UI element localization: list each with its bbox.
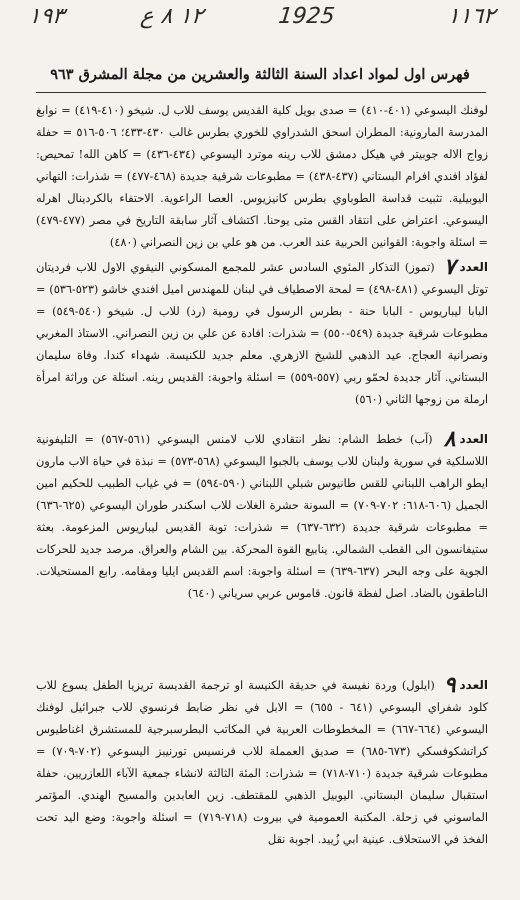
issue-badge	[444, 256, 488, 279]
handwritten-number-left: ١٩٣	[27, 4, 66, 29]
issue-section-8	[36, 428, 488, 605]
handwritten-number-right: ١١٦٢	[445, 4, 496, 29]
section-text: (ايلول) وردة نفيسة في حديقة الكنيسة او ترجمة القديسة تريزيا الطفل يسوع للاب كلود شفراي اليسوعي (٦٤١ - ٦٥٥) = الابل في نظر ضابط فرنسوي للاب جبرائيل لوفنك اليسوعي (٦٦٤-٦٦٧) = المخطوطات العربية في المكاتب البطرسبرجية للمستشرق اغناطيوس كراتشكوفسكي (٦٧٣-٦٨٥) = صديق العمملة للاب فرنسيس تورنيبز اليسوعي (٧٠٢-٧٠٩) = مطبوعات شرقية جديدة (٧١٠-٧١٨) = شذرات: المئة الثالثة لانشاء جمعية الآباء اللعازريين. حفلة استقبال سليمان البستاني. اليوبيل الذهبي للمقتطف. زين العابدين والمسيح الهندي. المؤتمر الماسوني في زحلة. المكتبة العمومية في بيروت (٧١٨-٧١٩) = اسئلة واجوبة: وضع اليد تحت الفخذ في الاستحلاف. عينية ابي زُييد. اجوبة نقل	[36, 679, 489, 846]
issue-number: ٨	[443, 427, 456, 452]
page-title: فهرس اول لمواد اعداد السنة الثالثة والعشرين من مجلة المشرق ٩٦٣	[50, 66, 470, 83]
issue-number: ٩	[443, 673, 456, 698]
issue-word: العدد	[459, 260, 488, 274]
issue-section-intro	[36, 100, 488, 254]
issue-section-7	[36, 256, 488, 411]
section-text: (آب) خطط الشام: نظر انتقادي للاب لامنس اليسوعي (٥٦١-٥٦٧) = التليفونية اللاسلكية في سورية ولبنان للاب يوسف بالجبوا اليسوعي (٥٦٨-٥٧٣) = نبذة في حياة الاب مارون ايطو الراهب اللبناني للقس طانيوس شبلي اللبناني (٥٩٠-٥٩٤) = في غياب الطبيب للحكيم امين الجميل (٦٠٦-٦١٨: ٧٠٢-٧٠٩) = السونة حشرة الغلات للاب اسكندر طوران اليسوعي (٦٢٥-٦٣٦) = مطبوعات شرقية جديدة (٦٣٢-٦٣٧) = شذرات: توبة القديس ليباريوس المزعومة. بعثة ستيفانسون الى القطب الشمالي. ينابيع القوة المحركة. بين الشام والعراق. مرصد جديد للحركات الجوية على وجه البحر (٦٣٧-٦٣٩) = اسئلة واجوبة: اسم القديس ايليا ومقامه. رابع المستحيلات. الناطقون بالضاد. اصل لفظة قانون. قاموس عربي سرياني (٦٤٠)	[36, 433, 489, 600]
issue-badge	[444, 674, 488, 697]
issue-badge	[444, 428, 488, 451]
issue-number: ٧	[443, 255, 456, 280]
issue-section-9	[36, 674, 488, 851]
issue-word: العدد	[459, 432, 489, 446]
handwritten-year: 1925	[277, 4, 336, 29]
handwritten-date: ١٢ ٨ ع	[139, 4, 205, 29]
section-text: (تموز) التذكار المئوي السادس عشر للمجمع المسكوني النيقوي الاول للاب فرديتان توتل اليسوعي (٤٨١-٤٩٨) = لمحة الاصطياف في لبنان للمهندس اميل افندي خاشو (٥٢٣-٥٣٦) = البابا ليباريوس - البابا حنة - بطرس الرسول في رومية (رد) للاب ل. شيخو (٥٤٠-٥٤٩) = مطبوعات شرقية جديدة (٥٤٩-٥٥٠) = شذرات: افادة عن علي بن زين النصراني. الاستاذ المغربي ونصرانية العجاج. عيد الذهبي للشيخ الازهري. معلم جديد للكنيسة. شهداء كندا. وفاة سليمان البستاني. آثار جديدة لحمّو ربي (٥٥٧-٥٥٩) = اسئلة واجوبة: القديس رينه. اسئلة عن وراثة امرأة ارملة من زوجها الثاني (٥٦٠)	[36, 261, 489, 406]
title-rule	[36, 92, 486, 93]
issue-word: العدد	[459, 678, 488, 692]
section-text: لوفنك اليسوعي (٤٠١-٤١٠) = صدى بويل كلية القديس يوسف للاب ل. شيخو (٤١٠-٤١٩) = نوابغ المدرسة المارونية: المطران اسحق الشدراوي للخوري بطرس غالب ٤٣٠-٤٣٣؛ ٥٠٦-٥١٦ = حفلة زواج الاله جوبيتر في هيكل دمشق للاب رينه موترد اليسوعي (٤٣٤-٤٣٦) = كاهن الله! تمحيص: لفؤاد افندي افرام البستاني (٤٣٧-٤٣٨) = مطبوعات شرقية جديدة (٤٦٨-٤٧٧) = شذرات: التهاني اليوبيلية. تثبيت قداسة الطوباوي بطرس كانيزيوس. العصا الراعوية. الاحتفاء بالكردينال اهرله اليسوعي. اعتراض على انتقاد القس متى يوحنا. اكتشاف آثار سابقة التاريخ في مصر (٤٧٧-٤٧٩) = اسئلة واجوبة: القوانين الحربية عند العرب. من هو علي بن زين النصراني (٤٨٠)	[36, 104, 488, 249]
